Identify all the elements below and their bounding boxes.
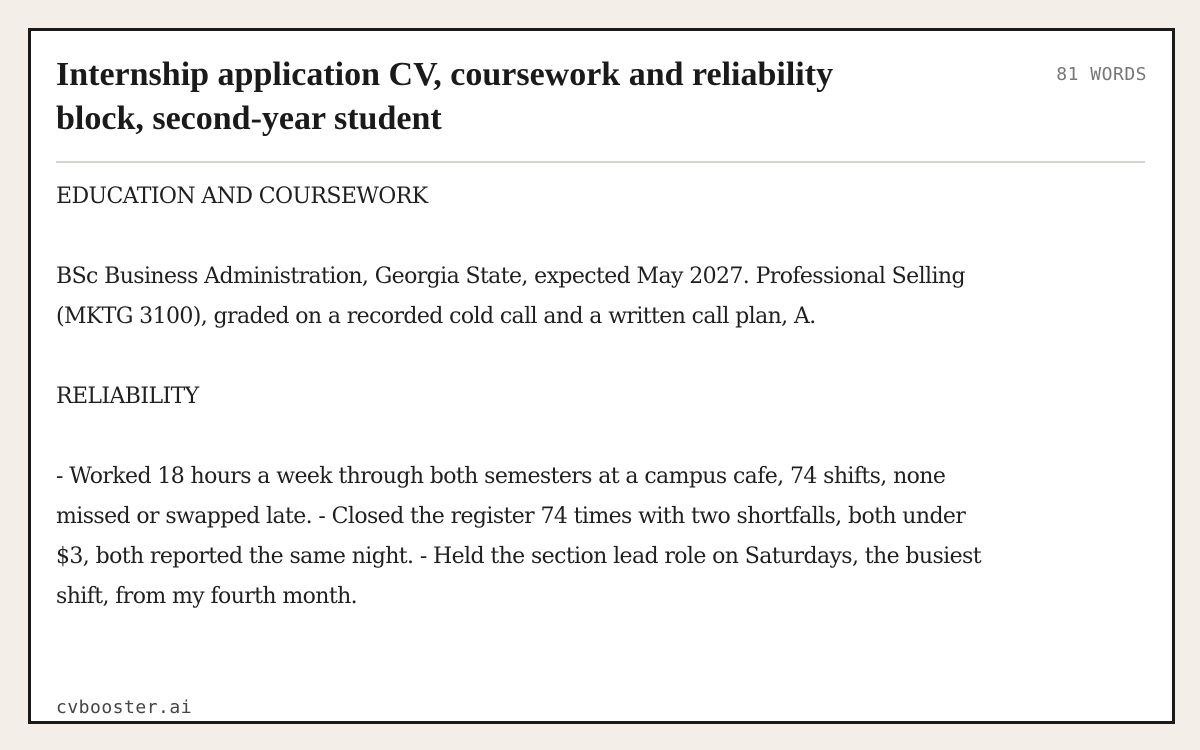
spacer xyxy=(56,417,996,457)
word-count-label: 81 WORDS xyxy=(1056,64,1147,85)
footer-brand: cvbooster.ai xyxy=(56,697,193,718)
section-heading-reliability: RELIABILITY xyxy=(56,384,199,409)
section-text-education: BSc Business Administration, Georgia State, expected May 2027. Professional Selling (MKTG 3100), graded on a recorded cold call and a written call plan, A. xyxy=(56,264,965,329)
cv-card xyxy=(28,28,1175,724)
card-title: Internship application CV, coursework and reliability block, second-year student xyxy=(56,56,834,137)
spacer xyxy=(56,337,996,377)
section-text-reliability: - Worked 18 hours a week through both semesters at a campus cafe, 74 shifts, none missed or swapped late. - Closed the register 74 times with two shortfalls, both under $3, both reported the same night. - Held the section lead role on Saturdays, the busiest shift, from my fourth month. xyxy=(56,464,981,609)
section-heading-education: EDUCATION AND COURSEWORK xyxy=(56,184,428,209)
header-divider xyxy=(56,161,1145,163)
cv-content xyxy=(56,177,996,617)
spacer xyxy=(56,217,996,257)
